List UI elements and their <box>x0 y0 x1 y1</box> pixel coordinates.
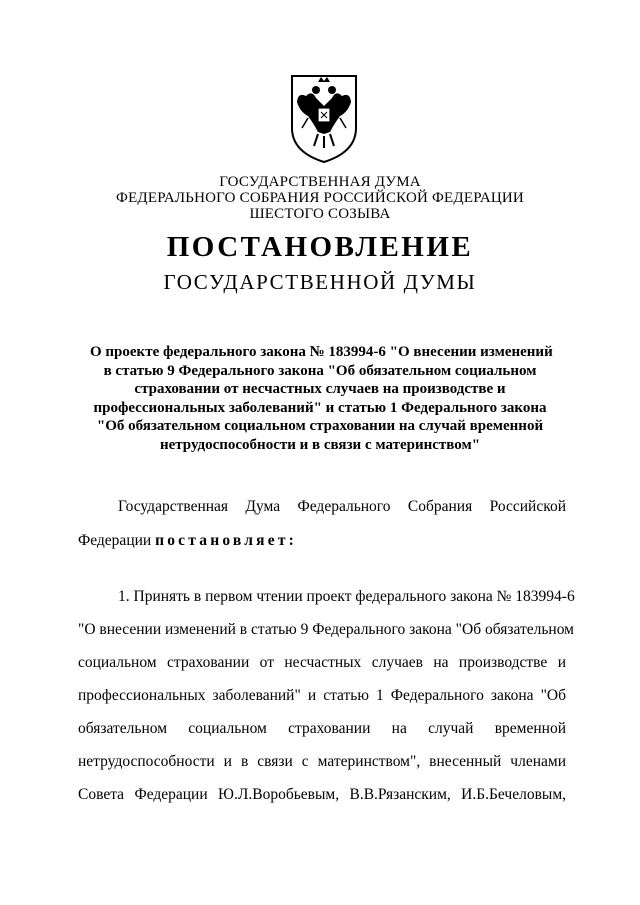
header-line-duma: ГОСУДАРСТВЕННАЯ ДУМА <box>219 174 421 190</box>
subject-line: О проекте федерального закона № 183994-6 "О внесении изменений <box>90 344 553 360</box>
subject-line: "Об обязательном социальном страховании на случай временной <box>96 418 544 435</box>
header-line-convocation: ШЕСТОГО СОЗЫВА <box>249 206 391 222</box>
decree-word: постановляет: <box>155 532 297 549</box>
item1-line: 1. Принять в первом чтении проект федерального закона № 183994-6 <box>118 588 575 605</box>
subject-line: страховании от несчастных случаев на производстве и <box>134 381 506 398</box>
document-subtitle: ГОСУДАРСТВЕННОЙ ДУМЫ <box>163 270 477 294</box>
resolution-subject <box>90 343 553 455</box>
preamble-line-2 <box>78 532 566 550</box>
item1-line: "О внесении изменений в статью 9 Федерального закона "Об обязательном <box>78 621 574 638</box>
subject-line: в статью 9 Федерального закона "Об обязательном социальном <box>103 362 537 379</box>
item1-line: нетрудоспособности и в связи с материнством", внесенный членами <box>78 753 566 770</box>
item1-line: обязательном социальном страховании на случай временной <box>78 720 566 737</box>
item1-line: Совета Федерации Ю.Л.Воробьевым, В.В.Рязанским, И.Б.Бечеловым, <box>78 786 566 803</box>
document-title: ПОСТАНОВЛЕНИЕ <box>166 231 474 263</box>
subject-line: профессиональных заболеваний" и статью 1 Федерального закона <box>93 399 547 416</box>
item1-line: социальном страховании от несчастных случаев на производстве и <box>78 654 566 671</box>
preamble-federation-word: Федерации <box>78 532 152 549</box>
subject-line: нетрудоспособности и в связи с материнством" <box>159 436 481 453</box>
header-line-assembly: ФЕДЕРАЛЬНОГО СОБРАНИЯ РОССИЙСКОЙ ФЕДЕРАЦИИ <box>116 190 524 206</box>
coat-of-arms-emblem <box>288 72 360 164</box>
item1-line: профессиональных заболеваний" и статью 1 Федерального закона "Об <box>78 687 566 704</box>
preamble-line-1: Государственная Дума Федерального Собрания Российской <box>118 498 566 515</box>
